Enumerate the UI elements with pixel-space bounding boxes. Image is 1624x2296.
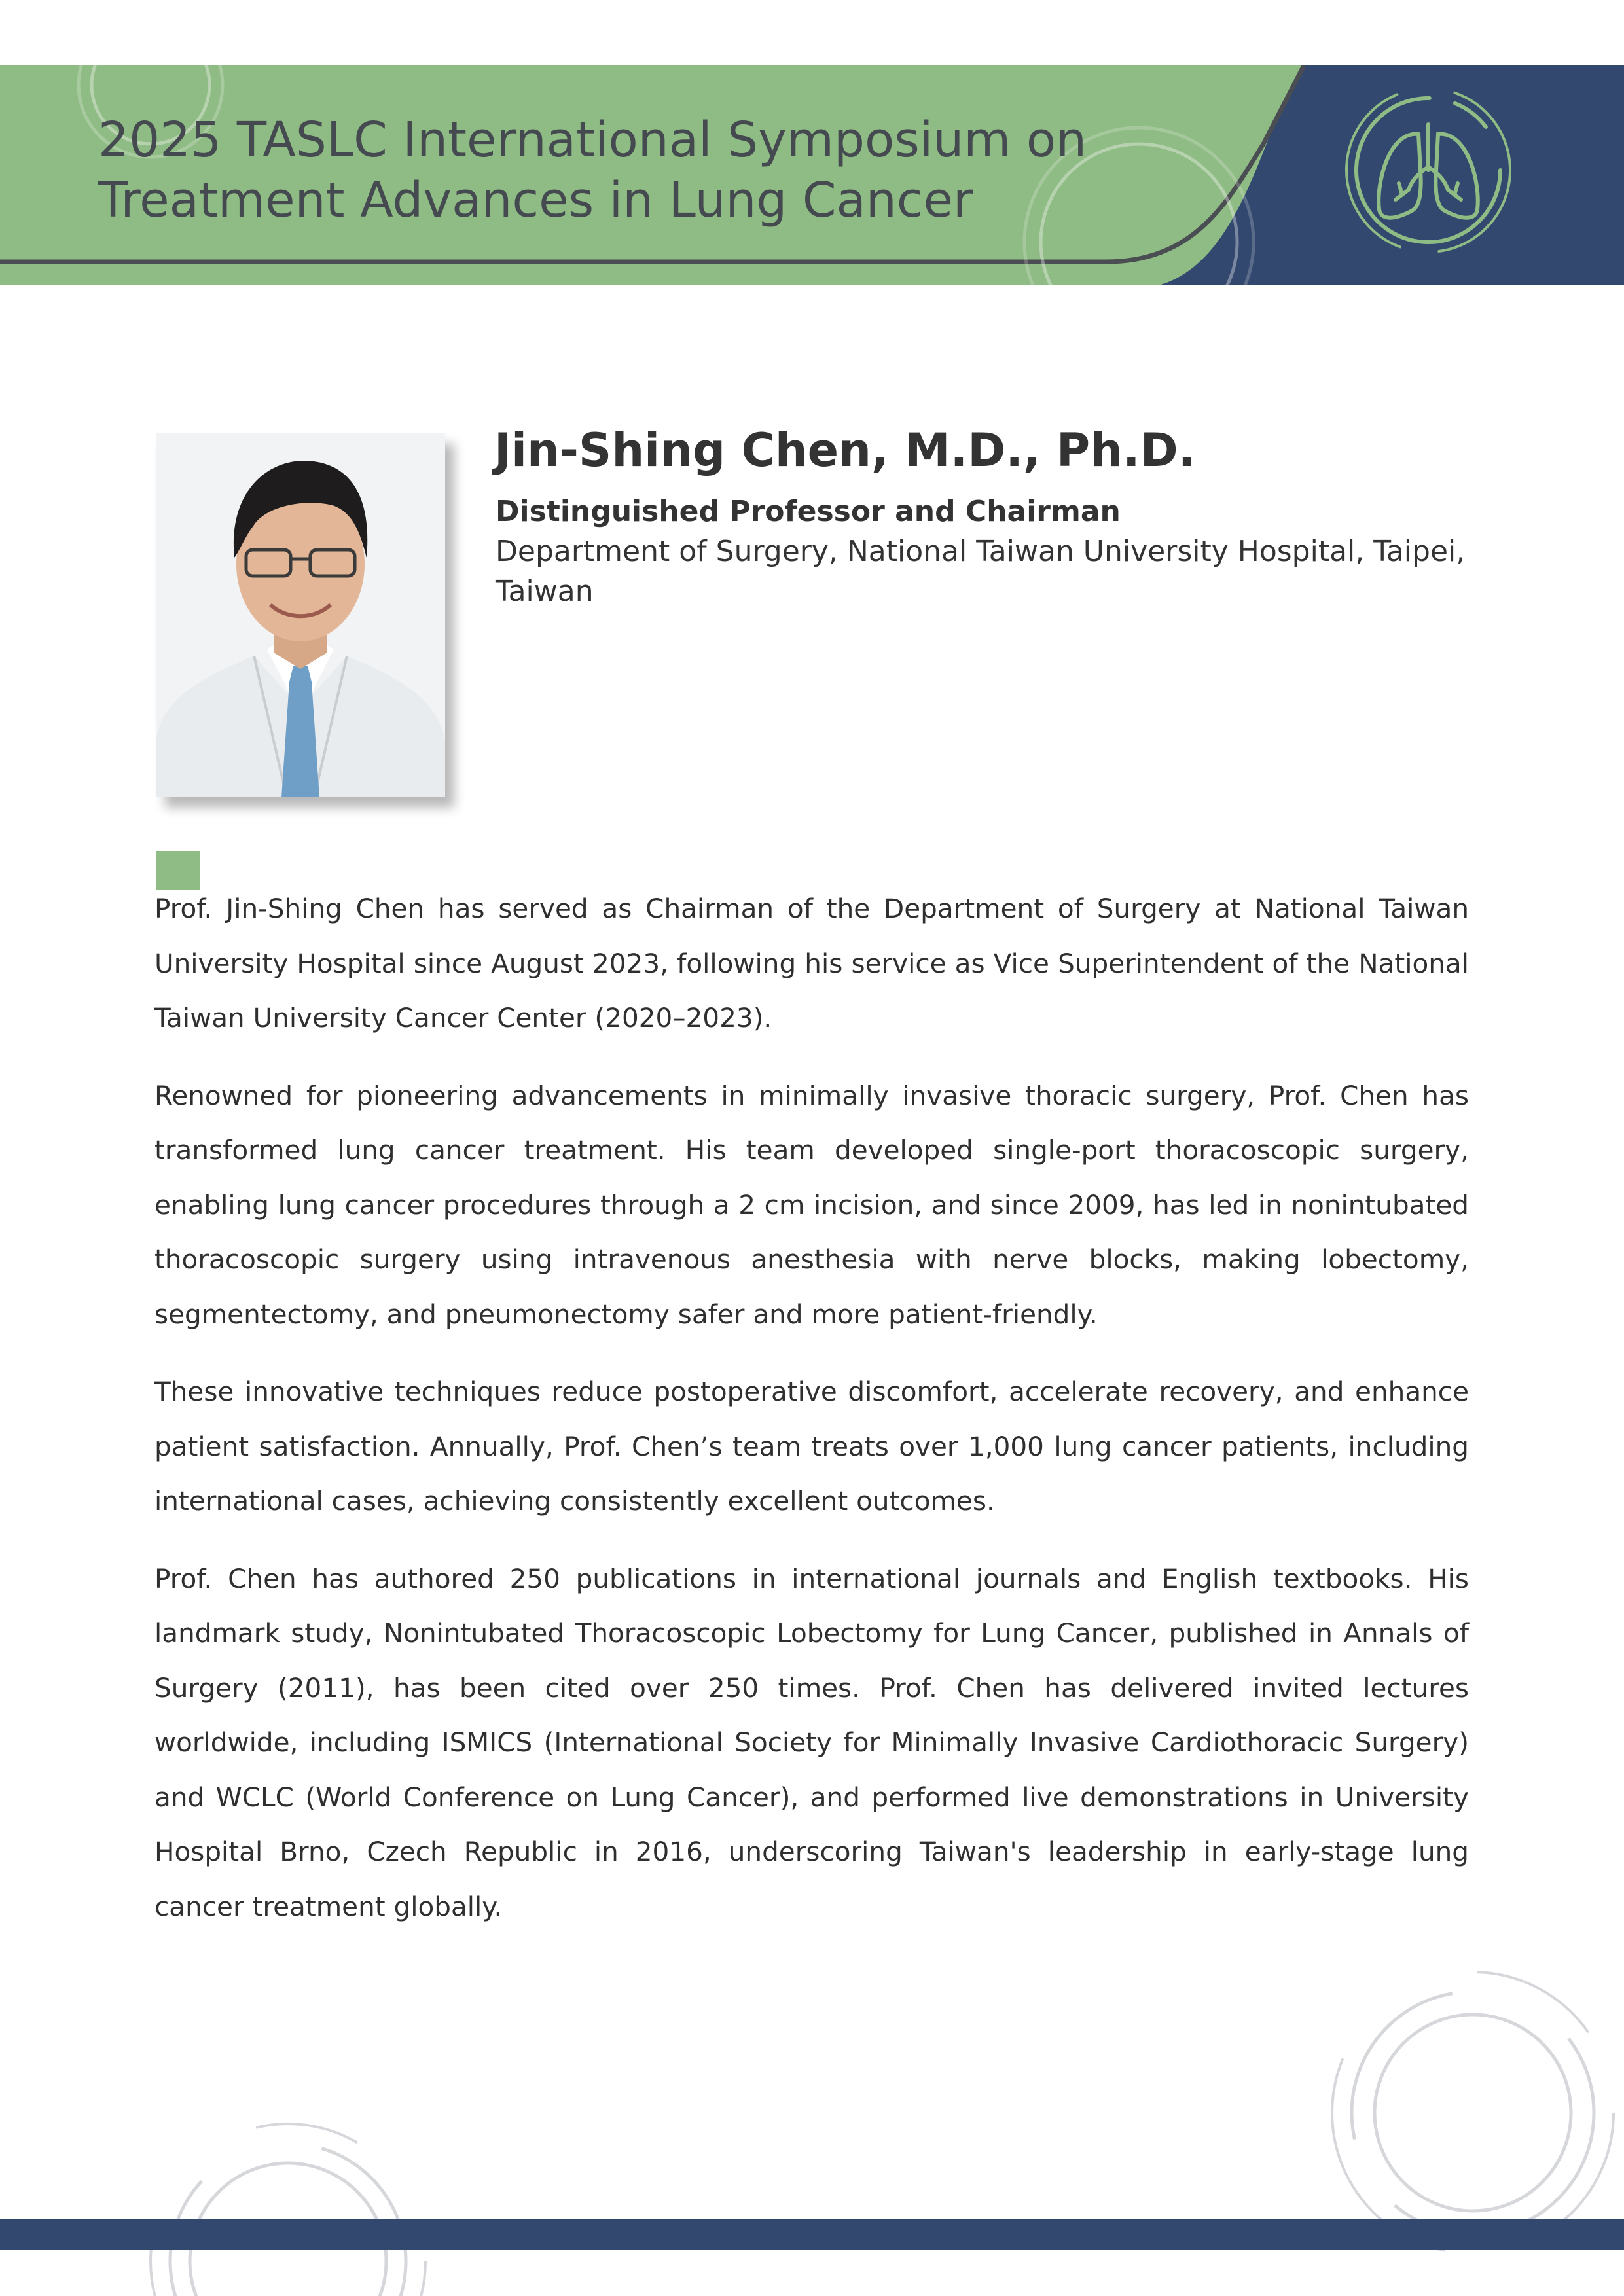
bio-paragraph: These innovative techniques reduce postoperative discomfort, accelerate recovery, and enhance patient satisfaction. Annually, Prof. Chen’s team treats over 1,000 lung cancer patients, including international cases, achieving consistently excellent outcomes. (154, 1376, 1469, 1516)
speaker-affiliation: Department of Surgery, National Taiwan University Hospital, Taipei, Taiwan (496, 535, 1466, 608)
symposium-title (98, 110, 1211, 230)
speaker-photo (156, 433, 445, 797)
title-line-1: 2025 TASLC International Symposium on (98, 112, 1087, 168)
bio-paragraph: Prof. Jin-Shing Chen has served as Chairman of the Department of Surgery at National Taiwan University Hospital since August 2023, following his service as Vice Superintendent of the National Taiwan University Cancer Center (2020–2023). (154, 893, 1469, 1033)
biography (154, 882, 1469, 1957)
footer-bar (0, 2219, 1624, 2250)
bio-paragraph: Prof. Chen has authored 250 publications in international journals and English textbooks. His landmark study, Nonintubated Thoracoscopic Lobectomy for Lung Cancer, published in Annals of Surgery (2011), has been cited over 250 times. Prof. Chen has delivered invited lectures worldwide, including ISMICS (International Society for Minimally Invasive Cardiothoracic Surgery) and WCLC (World Conference on Lung Cancer), and performed live demonstrations in University Hospital Brno, Czech Republic in 2016, underscoring Taiwan's leadership in early-stage lung cancer treatment globally. (154, 1562, 1469, 1922)
bio-paragraph: Renowned for pioneering advancements in minimally invasive thoracic surgery, Prof. Chen has transformed lung cancer treatment. His team developed single-port thoracoscopic surgery, enabling lung cancer procedures through a 2 cm incision, and since 2009, has led in nonintubated thoracoscopic surgery using intravenous anesthesia with nerve blocks, making lobectomy, segmentectomy, and pneumonectomy safer and more patient-friendly. (154, 1079, 1469, 1330)
title-line-2: Treatment Advances in Lung Cancer (98, 172, 973, 228)
speaker-position: Distinguished Professor and Chairman (496, 495, 1121, 528)
speaker-name: Jin-Shing Chen, M.D., Ph.D. (494, 423, 1196, 477)
portrait-photo (156, 433, 445, 797)
